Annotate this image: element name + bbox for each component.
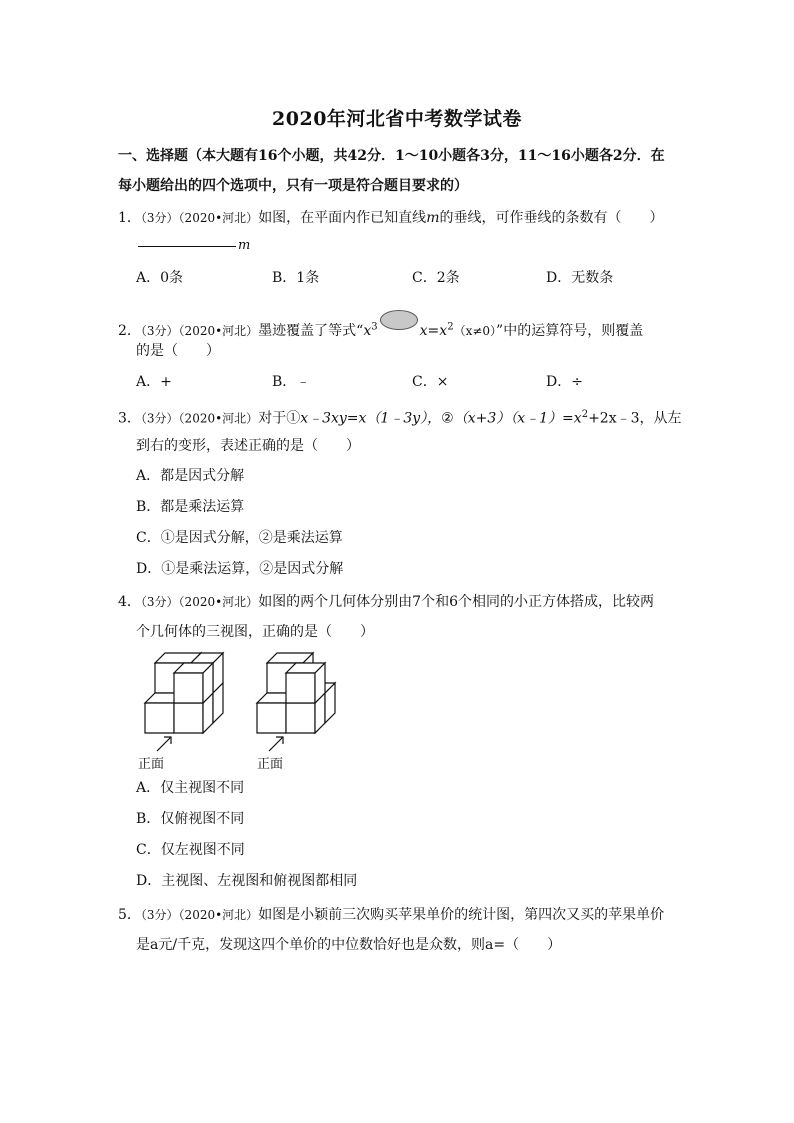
solid-1 — [145, 653, 223, 733]
q1-option-d[interactable]: D．无数条 — [546, 270, 614, 286]
exponent: 3 — [371, 321, 378, 333]
question-number: 1． — [118, 210, 141, 226]
q4-option-b[interactable]: B．仅俯视图不同 — [136, 811, 245, 827]
equals-sign: = — [427, 323, 440, 339]
line-m-label: m — [238, 238, 251, 253]
q4-option-d[interactable]: D．主视图、左视图和俯视图都相同 — [136, 873, 358, 889]
q4-option-a[interactable]: A．仅主视图不同 — [136, 780, 245, 796]
exponent: 2 — [581, 409, 589, 420]
question-number: 2． — [118, 323, 141, 339]
expression-2: （x+3）（x﹣1）=x — [453, 410, 582, 427]
question-source: （3分）（2020•河北） — [140, 908, 259, 922]
question-source: （3分）（2020•河北） — [140, 411, 259, 426]
question-5 — [118, 905, 678, 925]
q1-option-a[interactable]: A．0条 — [136, 270, 184, 286]
question-2-line-2: 的是（ ） — [136, 343, 220, 359]
q3-option-d[interactable]: D．①是乘法运算，②是因式分解 — [136, 561, 344, 577]
question-source: （3分）（2020•河北） — [140, 324, 259, 338]
circled-one: ① — [286, 410, 301, 427]
variable-m: m — [426, 210, 440, 226]
condition: （x≠0） — [453, 324, 497, 338]
q1-option-b[interactable]: B．1条 — [272, 270, 320, 286]
question-3-line-2: 到右的变形，表述正确的是（ ） — [136, 438, 360, 454]
question-number: 4． — [118, 594, 141, 610]
front-arrow-2 — [269, 737, 283, 751]
section-heading-line-2: 每小题给出的四个选项中，只有一项是符合题目要求的） — [118, 178, 468, 194]
question-1 — [118, 208, 678, 228]
line-m-figure — [138, 246, 236, 247]
exam-title: 2020年河北省中考数学试卷 — [272, 108, 522, 130]
ink-blot — [380, 310, 418, 330]
question-2 — [118, 310, 678, 341]
front-label-2: 正面 — [257, 757, 284, 772]
question-text: 墨迹覆盖了等式“ — [258, 323, 364, 339]
q4-option-c[interactable]: C．仅左视图不同 — [136, 842, 245, 858]
exponent: 2 — [447, 321, 454, 333]
q3-option-a[interactable]: A．都是因式分解 — [136, 468, 245, 484]
question-source: （3分）（2020•河北） — [140, 595, 259, 609]
front-label-1: 正面 — [138, 757, 165, 772]
q2-option-b[interactable]: B．﹣ — [272, 374, 311, 390]
q3-option-b[interactable]: B．都是乘法运算 — [136, 499, 245, 515]
question-text: ”中的运算符号，则覆盖 — [496, 323, 644, 339]
question-text: 如图是小颖前三次购买苹果单价的统计图，第四次又买的苹果单价 — [258, 907, 665, 923]
question-5-line-2: 是a元/千克，发现这四个单价的中位数恰好也是众数，则a=（ ） — [136, 937, 562, 953]
question-4 — [118, 592, 678, 612]
q2-option-d[interactable]: D．÷ — [546, 374, 583, 390]
expression-1: x﹣3xy=x（1﹣3y）， — [300, 410, 442, 427]
cube-solids-figure — [135, 645, 350, 760]
question-4-line-2: 个几何体的三视图，正确的是（ ） — [136, 624, 374, 640]
question-3 — [118, 405, 682, 429]
variable-x: x — [363, 323, 372, 339]
question-number: 5． — [118, 907, 141, 923]
question-text: 如图的两个几何体分别由7个和6个相同的小正方体搭成，比较两 — [258, 594, 655, 610]
question-text: 对于 — [258, 410, 287, 427]
expression-2-tail: +2x﹣3，从左 — [588, 410, 682, 427]
q3-option-c[interactable]: C．①是因式分解，②是乘法运算 — [136, 530, 343, 546]
question-text: 的垂线，可作垂线的条数有（ ） — [439, 210, 664, 226]
variable-x: x — [439, 323, 448, 339]
question-source: （3分）（2020•河北） — [140, 211, 259, 225]
q1-option-c[interactable]: C．2条 — [412, 270, 460, 286]
solid-2 — [257, 653, 335, 733]
q2-option-c[interactable]: C．× — [412, 374, 449, 390]
variable-x: x — [419, 323, 428, 339]
q2-option-a[interactable]: A．+ — [136, 374, 172, 390]
section-heading-line-1: 一、选择题（本大题有16个小题，共42分．1～10小题各3分，11～16小题各2分．在 — [118, 148, 665, 164]
question-text: 如图，在平面内作已知直线 — [258, 210, 427, 226]
circled-two: ② — [441, 410, 454, 427]
question-number: 3． — [118, 410, 141, 427]
front-arrow-1 — [157, 737, 171, 751]
